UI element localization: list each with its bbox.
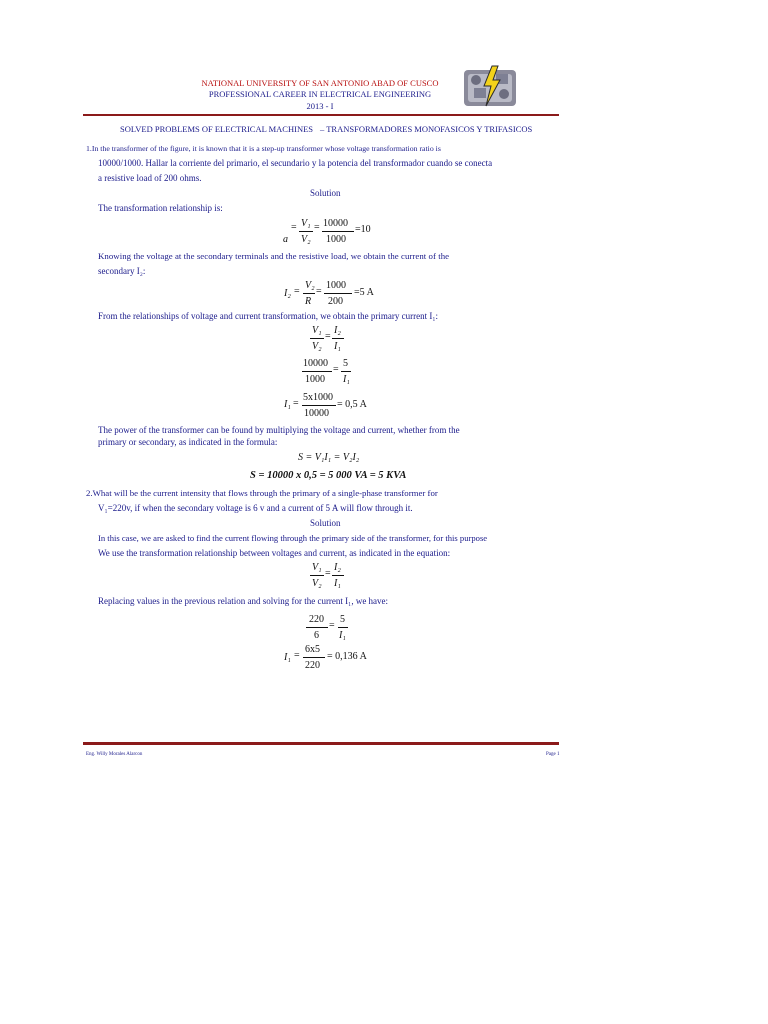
problem1-step2-line2: secondary I₂: xyxy=(98,266,146,276)
document-title-right: – TRANSFORMADORES MONOFASICOS Y TRIFASICOS xyxy=(320,124,533,134)
footer-page-number: Page 1 xyxy=(546,752,560,757)
document-title-left: SOLVED PROBLEMS OF ELECTRICAL MACHINES xyxy=(120,124,314,134)
university-name: NATIONAL UNIVERSITY OF SAN ANTONIO ABAD OF CUSCO xyxy=(201,78,439,88)
career-name: PROFESSIONAL CAREER IN ELECTRICAL ENGINEERING xyxy=(208,89,432,99)
problem2-step2: We use the transformation relationship between voltages and current, as indicated in the equation: xyxy=(98,548,451,558)
problem2-solution-heading: Solution xyxy=(310,518,341,528)
problem1-solution-heading: Solution xyxy=(310,188,341,198)
term-label: 2013 - I xyxy=(306,101,334,111)
footer-author: Eng. Willy Morales Alarcon xyxy=(86,752,143,757)
header-rule xyxy=(83,114,559,116)
problem1-step4-line1: The power of the transformer can be found by multiplying the voltage and current, whether from the xyxy=(98,425,460,435)
problem2-statement-line1: 2.What will be the current intensity that flows through the primary of a single-phase transformer for xyxy=(86,488,438,498)
equation-power-formula: S = V₁I₁ = V₂I₂ xyxy=(298,452,360,463)
problem1-step3: From the relationships of voltage and current transformation, we obtain the primary current I₁: xyxy=(98,311,439,321)
problem2-step1: In this case, we are asked to find the current flowing through the primary side of the transformer, for this purpose xyxy=(98,533,488,543)
problem2-step3: Replacing values in the previous relation and solving for the current I₁, we have: xyxy=(98,596,389,606)
problem1-step2-line1: Knowing the voltage at the secondary terminals and the resistive load, we obtain the current of the xyxy=(98,251,450,261)
problem1-statement-line2: 10000/1000. Hallar la corriente del primario, el secundario y la potencia del transformador cuando se conecta xyxy=(98,158,493,168)
problem1-step4-line2: primary or secondary, as indicated in the formula: xyxy=(98,437,278,447)
problem1-statement-line3: a resistive load of 200 ohms. xyxy=(98,173,202,183)
problem1-step1: The transformation relationship is: xyxy=(98,203,223,213)
university-logo-icon xyxy=(462,64,518,108)
problem1-statement-line1: 1.In the transformer of the figure, it is known that it is a step-up transformer whose voltage transformation ratio is xyxy=(86,144,441,153)
footer-rule xyxy=(83,742,559,745)
problem2-statement-line2: V₁=220v, if when the secondary voltage is 6 v and a current of 5 A will flow through it. xyxy=(98,503,413,513)
equation-power-result: S = 10000 x 0,5 = 5 000 VA = 5 KVA xyxy=(250,470,407,481)
